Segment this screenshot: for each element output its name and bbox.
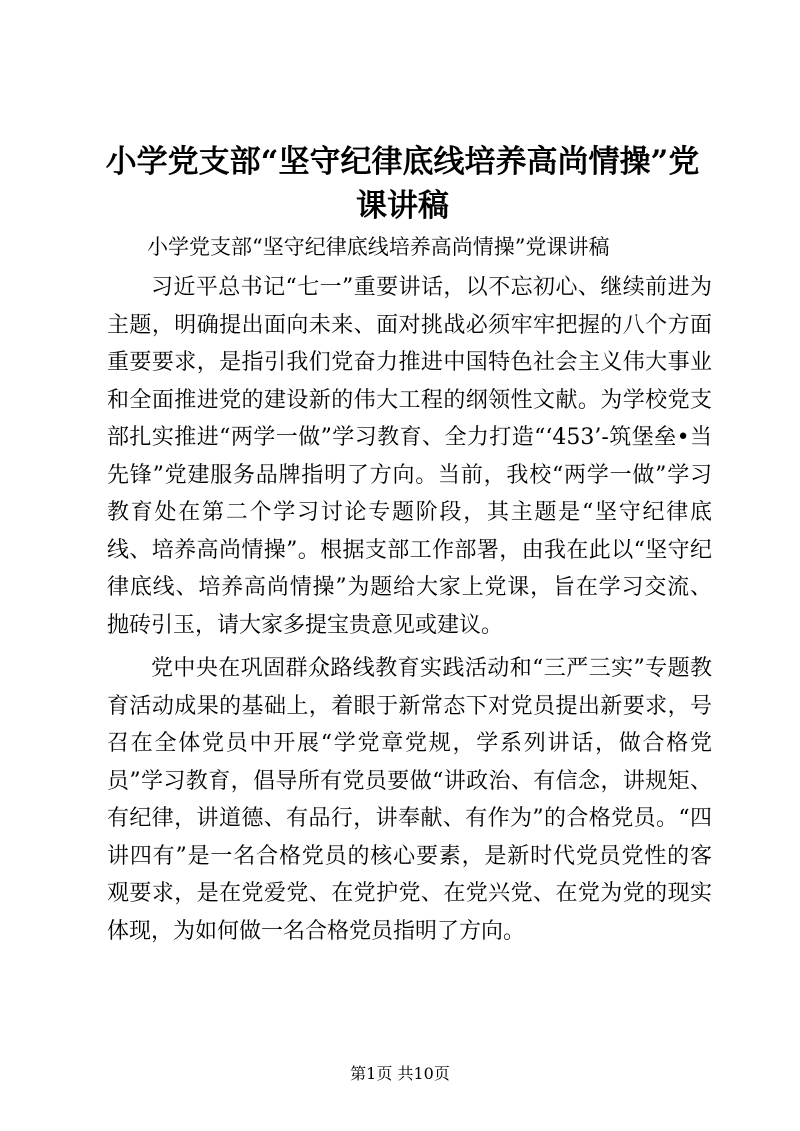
paragraph-2: 党中央在巩固群众路线教育实践活动和“三严三实”专题教育活动成果的基础上，着眼于新常态下对党员提出新要求，号召在全体党员中开展“学党章党规，学系列讲话，做合格党员”学习教育，倡导所有党员要做“讲政治、有信念，讲规矩、有纪律，讲道德、有品行，讲奉献、有作为”的合格党员。“四讲四有”是一名合格党员的核心要素，是新时代党员党性的客观要求，是在党爱党、在党护党、在党兴党、在党为党的现实体现，为如何做一名合格党员指明了方向。 (107, 656, 712, 944)
page-footer (0, 1063, 800, 1085)
page-total: 10 (413, 1064, 434, 1083)
page-prefix: 第 (350, 1064, 367, 1083)
paragraph-1: 习近平总书记“七一”重要讲话，以不忘初心、继续前进为主题，明确提出面向未来、面对挑战必须牢牢把握的八个方面重要要求，是指引我们党奋力推进中国特色社会主义伟大事业和全面推进党的建设新的伟大工程的纲领性文献。为学校党支部扎实推进“两学一做”学习教育、全力打造“‘453’-筑堡垒•当先锋”党建服务品牌指明了方向。当前，我校“两学一做”学习教育处在第二个学习讨论专题阶段，其主题是“坚守纪律底线、培养高尚情操”。根据支部工作部署，由我在此以“坚守纪律底线、培养高尚情操”为题给大家上党课，旨在学习交流、抛砖引玉，请大家多提宝贵意见或建议。 (107, 275, 712, 638)
page-number: 1 (366, 1064, 377, 1083)
page-suffix: 页 (433, 1064, 450, 1083)
document-body (107, 232, 712, 950)
document-subtitle: 小学党支部“坚守纪律底线培养高尚情操”党课讲稿 (147, 235, 610, 259)
page-mid: 页 共 (376, 1064, 414, 1083)
document-title: 小学党支部“坚守纪律底线培养高尚情操”党课讲稿 (105, 144, 700, 224)
